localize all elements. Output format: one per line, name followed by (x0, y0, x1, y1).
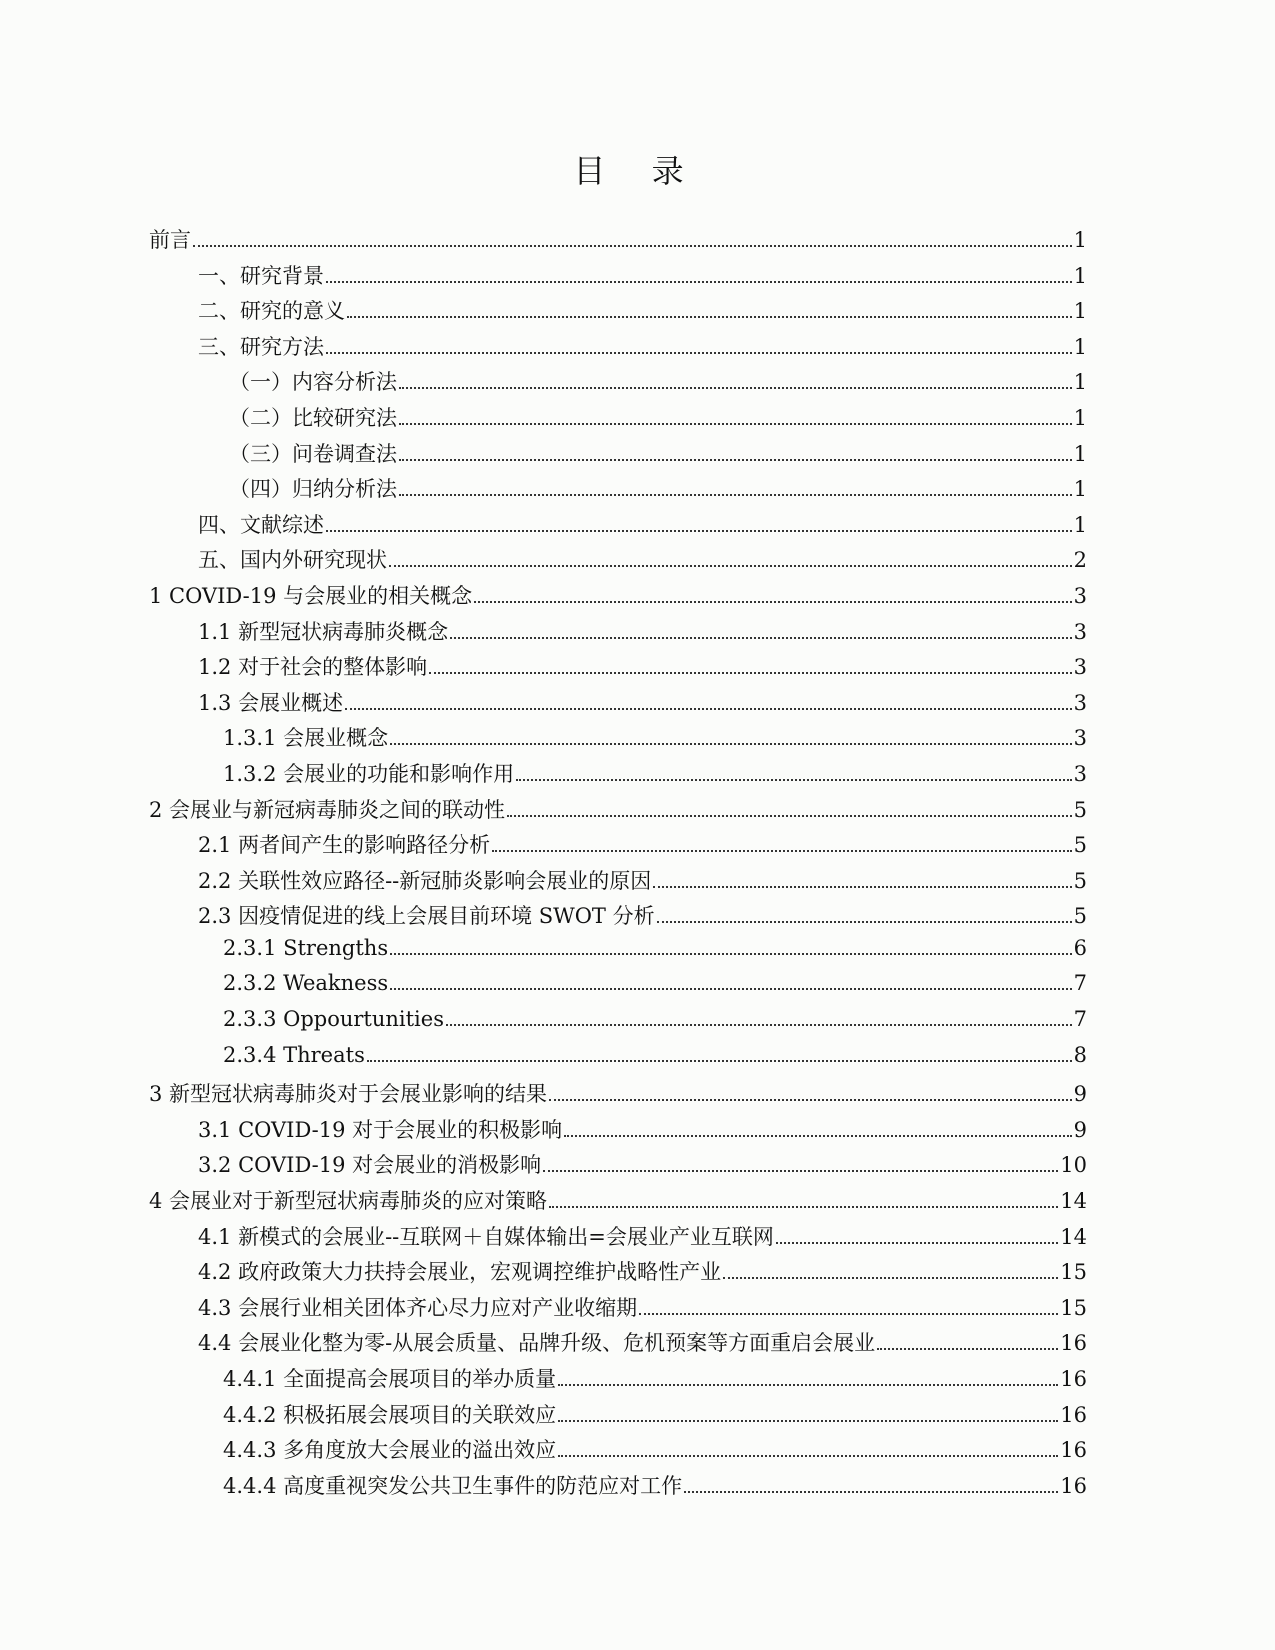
toc-page-number: 3 (1073, 583, 1087, 608)
toc-entry-label: 3 新型冠状病毒肺炎对于会展业影响的结果 (149, 1082, 548, 1107)
dot-leader (558, 1455, 1058, 1457)
toc-entry[interactable] (149, 438, 1087, 474)
dot-leader (492, 850, 1072, 852)
toc-entry-label: 1.3.1 会展业概念 (223, 726, 389, 751)
toc-entry-label: 4.4.1 全面提高会展项目的举办质量 (223, 1367, 557, 1391)
dot-leader (399, 423, 1072, 425)
toc-page-number: 5 (1073, 904, 1087, 929)
toc-entry[interactable] (149, 829, 1087, 865)
toc-page-number: 3 (1073, 619, 1087, 644)
toc-entry[interactable] (149, 651, 1087, 687)
toc-entry-label: 2.3 因疫情促进的线上会展目前环境 SWOT 分析 (198, 904, 655, 929)
toc-entry-label: 4.1 新模式的会展业--互联网＋自媒体输出=会展业产业互联网 (198, 1224, 774, 1249)
toc-entry[interactable] (149, 331, 1087, 367)
dot-leader (639, 1313, 1058, 1315)
toc-page-number: 1 (1073, 512, 1087, 537)
toc-page-number: 15 (1060, 1295, 1087, 1320)
dot-leader (549, 1099, 1072, 1101)
dot-leader (657, 921, 1072, 923)
toc-entry[interactable] (149, 1221, 1087, 1257)
toc-entry[interactable] (149, 1185, 1087, 1221)
toc-page-number: 14 (1060, 1189, 1087, 1214)
toc-entry[interactable] (149, 687, 1087, 723)
toc-entry[interactable] (149, 260, 1087, 296)
toc-page-number: 1 (1073, 405, 1087, 430)
dot-leader (549, 1206, 1058, 1208)
toc-page-number: 3 (1073, 690, 1087, 715)
toc-entry-label: 4.4.2 积极拓展会展项目的关联效应 (223, 1402, 557, 1427)
dot-leader (877, 1348, 1058, 1350)
toc-entry-label: 4.4.4 高度重视突发公共卫生事件的防范应对工作 (223, 1473, 683, 1498)
toc-entry[interactable] (149, 473, 1087, 509)
page-title: 目 录 (573, 152, 702, 190)
dot-leader (543, 1170, 1058, 1172)
toc-page-number: 16 (1060, 1331, 1087, 1356)
toc-entry-label: 2.3.1 Strengths (223, 935, 389, 960)
dot-leader (390, 743, 1072, 745)
toc-page-number: 9 (1073, 1082, 1087, 1107)
toc-entry-label: （一）内容分析法 (229, 370, 397, 395)
toc-entry-label: 一、研究背景 (198, 263, 324, 288)
toc-page-number: 5 (1073, 833, 1087, 858)
toc-entry-label: 2.3.3 Oppourtunities (223, 1007, 444, 1032)
dot-leader (776, 1242, 1058, 1244)
dot-leader (723, 1277, 1058, 1279)
toc-entry-label: 2 会展业与新冠病毒肺炎之间的联动性 (149, 797, 506, 822)
toc-entry[interactable] (149, 295, 1087, 331)
dot-leader (653, 886, 1071, 888)
toc-entry-label: 1.3.2 会展业的功能和影响作用 (223, 761, 515, 786)
dot-leader (399, 387, 1072, 389)
toc-entry-label: 3.1 COVID-19 对于会展业的积极影响 (198, 1117, 563, 1142)
toc-page-number: 16 (1060, 1473, 1087, 1498)
toc-page-number: 1 (1073, 441, 1087, 466)
toc-entry-label: 1.3 会展业概述 (198, 690, 344, 715)
toc-entry[interactable] (149, 900, 1087, 936)
toc-entry[interactable] (149, 1043, 1087, 1079)
toc-entry-label: 4.4.3 多角度放大会展业的溢出效应 (223, 1438, 557, 1463)
toc-entry[interactable] (149, 1470, 1087, 1506)
dot-leader (558, 1384, 1058, 1386)
toc-entry[interactable] (149, 865, 1087, 901)
toc-entry-label: 二、研究的意义 (198, 299, 345, 324)
toc-entry[interactable] (149, 1399, 1087, 1435)
toc-entry[interactable] (149, 794, 1087, 830)
toc-entry[interactable] (149, 971, 1087, 1007)
toc-page-number: 16 (1060, 1402, 1087, 1427)
dot-leader (450, 637, 1072, 639)
dot-leader (390, 988, 1071, 990)
toc-entry[interactable] (149, 580, 1087, 616)
toc-entry[interactable] (149, 224, 1087, 260)
dot-leader (474, 601, 1071, 603)
toc-entry-label: 2.1 两者间产生的影响路径分析 (198, 833, 491, 858)
toc-page-number: 7 (1073, 971, 1087, 996)
dot-leader (326, 530, 1072, 532)
dot-leader (193, 245, 1072, 247)
toc-page-number: 2 (1073, 548, 1087, 573)
toc-entry-label: 4.2 政府政策大力扶持会展业，宏观调控维护战略性产业 (198, 1260, 722, 1285)
toc-entry-label: 2.2 关联性效应路径--新冠肺炎影响会展业的原因 (198, 868, 652, 893)
toc-entry-label: 四、文献综述 (198, 512, 324, 537)
toc-entry-label: 4.4 会展业化整为零-从展会质量、品牌升级、危机预案等方面重启会展业 (198, 1331, 876, 1356)
toc-entry-label: （三）问卷调查法 (229, 441, 397, 466)
toc-entry-label: （二）比较研究法 (229, 405, 397, 430)
toc-page-number: 3 (1073, 726, 1087, 751)
toc-page-number: 14 (1060, 1224, 1087, 1249)
toc-entry[interactable] (149, 1434, 1087, 1470)
toc-entry-label: 3.2 COVID-19 对会展业的消极影响 (198, 1153, 542, 1178)
toc-entry[interactable] (149, 544, 1087, 580)
dot-leader (516, 779, 1072, 781)
dot-leader (507, 815, 1072, 817)
dot-leader (389, 565, 1072, 567)
toc-entry[interactable] (149, 1007, 1087, 1043)
toc-page-number: 7 (1073, 1007, 1087, 1032)
dot-leader (429, 672, 1072, 674)
toc-entry[interactable] (149, 616, 1087, 652)
toc-entry[interactable] (149, 1363, 1087, 1399)
toc-page-number: 8 (1073, 1042, 1087, 1067)
toc-entry[interactable] (149, 1078, 1087, 1114)
toc-entry-label: 4.3 会展行业相关团体齐心尽力应对产业收缩期 (198, 1295, 638, 1320)
toc-entry[interactable] (149, 1114, 1087, 1150)
dot-leader (326, 281, 1072, 283)
dot-leader (345, 708, 1072, 710)
toc-page-number: 3 (1073, 761, 1087, 786)
dot-leader (399, 494, 1072, 496)
toc-page-number: 16 (1060, 1438, 1087, 1463)
toc-entry[interactable] (149, 366, 1087, 402)
toc-page-number: 1 (1073, 477, 1087, 502)
toc-entry-label: （四）归纳分析法 (229, 477, 397, 502)
toc-page-number: 3 (1073, 655, 1087, 680)
dot-leader (367, 1060, 1072, 1062)
toc-entry[interactable] (149, 1292, 1087, 1328)
dot-leader (326, 352, 1072, 354)
toc-entry-label: 1.2 对于社会的整体影响 (198, 655, 428, 680)
toc-page-number: 1 (1073, 299, 1087, 324)
toc-entry[interactable] (149, 1256, 1087, 1292)
toc-entry[interactable] (149, 936, 1087, 972)
toc-page-number: 15 (1060, 1260, 1087, 1285)
toc-page-number: 5 (1073, 797, 1087, 822)
toc-page-number: 5 (1073, 868, 1087, 893)
toc-page-number: 6 (1073, 935, 1087, 960)
toc-entry-label: 前言 (149, 228, 191, 252)
toc-entry[interactable] (149, 1327, 1087, 1363)
toc-entry[interactable] (149, 1149, 1087, 1185)
toc-entry-label: 2.3.2 Weakness (223, 971, 389, 996)
dot-leader (446, 1024, 1072, 1026)
dot-leader (390, 953, 1072, 955)
toc-page-number: 16 (1060, 1367, 1087, 1391)
toc-page-number: 1 (1073, 334, 1087, 359)
table-of-contents (149, 224, 1087, 1505)
toc-page-number: 9 (1073, 1117, 1087, 1142)
toc-entry-label: 三、研究方法 (198, 334, 324, 359)
toc-page-number: 1 (1073, 228, 1087, 252)
toc-entry-label: 4 会展业对于新型冠状病毒肺炎的应对策略 (149, 1189, 548, 1214)
dot-leader (684, 1491, 1058, 1493)
dot-leader (558, 1420, 1058, 1422)
dot-leader (399, 459, 1072, 461)
toc-page-number: 10 (1060, 1153, 1087, 1178)
toc-entry-label: 1.1 新型冠状病毒肺炎概念 (198, 619, 449, 644)
dot-leader (347, 316, 1072, 318)
toc-entry[interactable] (149, 402, 1087, 438)
toc-entry-label: 1 COVID-19 与会展业的相关概念 (149, 583, 473, 608)
toc-entry[interactable] (149, 722, 1087, 758)
toc-page-number: 1 (1073, 263, 1087, 288)
toc-entry[interactable] (149, 758, 1087, 794)
toc-entry-label: 2.3.4 Threats (223, 1042, 365, 1067)
dot-leader (564, 1135, 1071, 1137)
toc-page-number: 1 (1073, 370, 1087, 395)
toc-entry-label: 五、国内外研究现状 (198, 548, 387, 573)
toc-entry[interactable] (149, 509, 1087, 545)
